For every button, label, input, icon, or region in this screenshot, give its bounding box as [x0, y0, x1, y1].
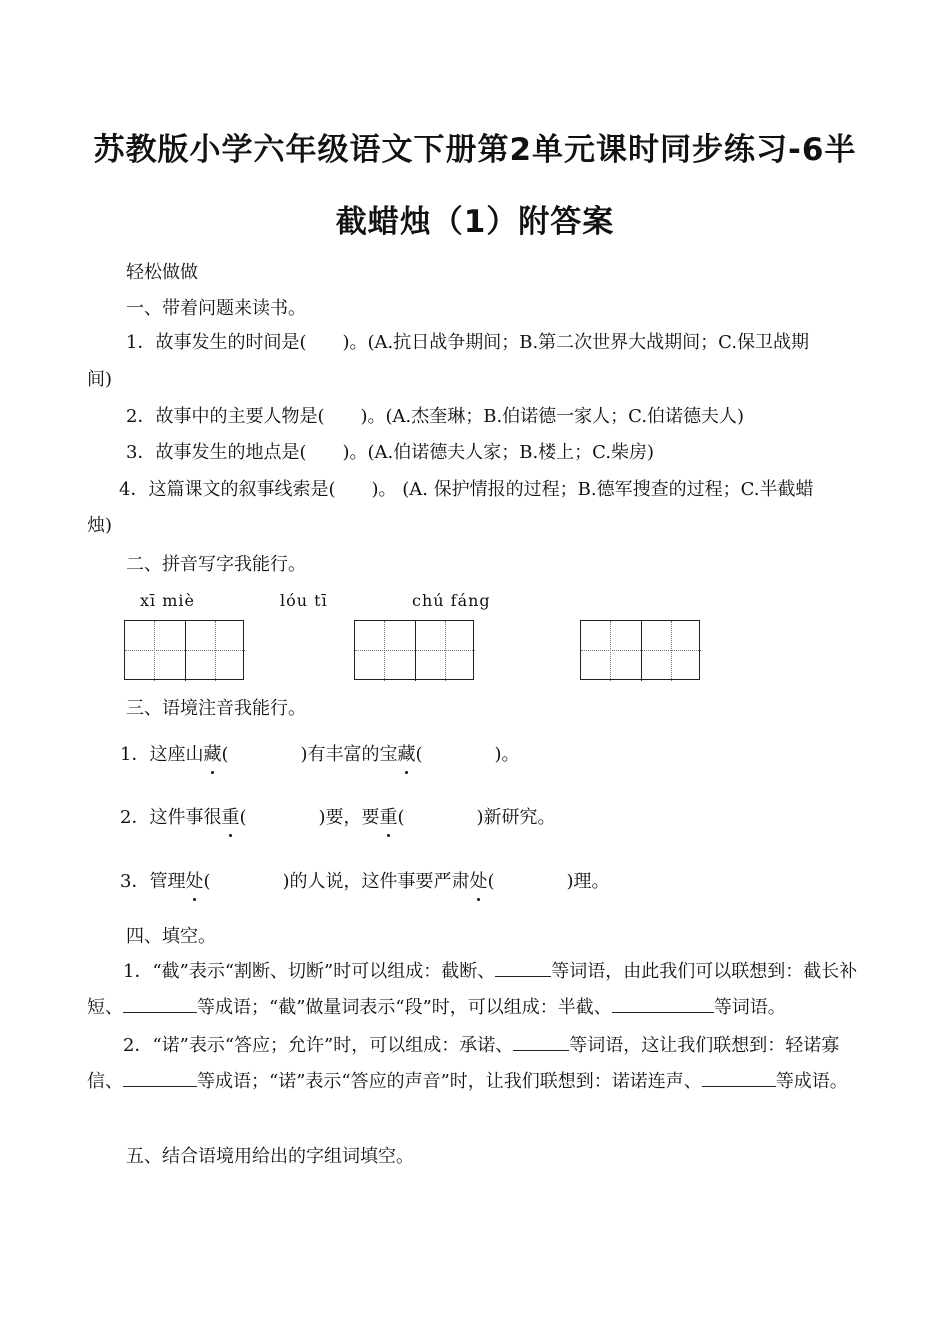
- q3-text-b: ( )的人说，这件事要严肃: [203, 871, 470, 892]
- section1-question-4-cont: 烛): [87, 515, 113, 536]
- s4q1-blank-1[interactable]: [495, 958, 551, 977]
- s4q2-text-c: 等成语；“诺”表示“答应的声音”时，让我们联想到：诺诺连声、: [197, 1071, 702, 1092]
- q2-text-c: ( )新研究。: [397, 807, 556, 828]
- grid-cell[interactable]: [125, 621, 185, 681]
- q2-dotted-char-2: 重: [379, 807, 398, 828]
- document-title-line1: 苏教版小学六年级语文下册第2单元课时同步练习-6半: [93, 132, 857, 168]
- q2-text-a: 2．这件事很: [120, 807, 222, 828]
- section1-question-1-cont: 间): [87, 369, 113, 390]
- s4q2-text-b: 等词语，这让我们联想到：轻诺寡信、: [87, 1035, 840, 1092]
- pinyin-3: chú fáng: [412, 591, 491, 610]
- s4q1-text-a: 1．“截”表示“割断、切断”时可以组成：截断、: [123, 961, 496, 982]
- q1-dotted-char-2: 藏: [397, 744, 416, 765]
- pinyin-1: xī miè: [140, 591, 195, 610]
- document-title-line2: 截蜡烛（1）附答案: [335, 204, 615, 240]
- q3-dotted-char-1: 处: [185, 871, 204, 892]
- section1-question-4: 4．这篇课文的叙事线索是( )。 (A. 保护情报的过程；B.德军搜查的过程；C.半截蜡: [119, 479, 814, 500]
- q1-dotted-char-1: 藏: [203, 744, 222, 765]
- q2-text-b: ( )要，要: [239, 807, 380, 828]
- section3-question-1: [120, 743, 520, 767]
- q3-text-c: ( )理。: [487, 871, 610, 892]
- s4q2-text-a: 2．“诺”表示“答应；允许”时，可以组成：承诺、: [123, 1035, 514, 1056]
- s4q1-text-d: 等词语。: [713, 997, 786, 1018]
- s4q2-blank-3[interactable]: [702, 1068, 776, 1087]
- section2-title: 二、拼音写字我能行。: [126, 554, 306, 575]
- q1-text-c: ( )。: [415, 744, 520, 765]
- grid-cell[interactable]: [641, 621, 701, 681]
- section1-question-2: 2．故事中的主要人物是( )。(A.杰奎琳；B.伯诺德一家人；C.伯诺德夫人): [126, 406, 745, 427]
- section4-title: 四、填空。: [126, 926, 216, 947]
- s4q1-text-c: 等成语；“截”做量词表示“段”时，可以组成：半截、: [197, 997, 612, 1018]
- section1-title: 一、带着问题来读书。: [126, 298, 306, 319]
- q1-text-a: 1．这座山: [120, 744, 204, 765]
- section4-question-1: [87, 954, 865, 1026]
- section3-question-2: [120, 806, 556, 830]
- pinyin-2: lóu tī: [280, 591, 328, 610]
- writing-grid-3[interactable]: [580, 620, 700, 680]
- q1-text-b: ( )有丰富的宝: [221, 744, 398, 765]
- section3-question-3: [120, 870, 610, 894]
- q3-text-a: 3．管理: [120, 871, 186, 892]
- writing-grid-2[interactable]: [354, 620, 474, 680]
- heading-easy: 轻松做做: [126, 262, 198, 283]
- section5-title: 五、结合语境用给出的字组词填空。: [126, 1146, 414, 1167]
- s4q1-blank-2[interactable]: [123, 994, 197, 1013]
- q2-dotted-char-1: 重: [221, 807, 240, 828]
- s4q1-blank-3[interactable]: [612, 994, 714, 1013]
- s4q2-blank-1[interactable]: [513, 1032, 569, 1051]
- q3-dotted-char-2: 处: [469, 871, 488, 892]
- grid-cell[interactable]: [415, 621, 475, 681]
- section1-question-3: 3．故事发生的地点是( )。(A.伯诺德夫人家；B.楼上；C.柴房): [126, 442, 655, 463]
- writing-grid-1[interactable]: [124, 620, 244, 680]
- grid-cell[interactable]: [355, 621, 415, 681]
- section3-title: 三、语境注音我能行。: [126, 698, 306, 719]
- s4q2-blank-2[interactable]: [123, 1068, 197, 1087]
- grid-cell[interactable]: [581, 621, 641, 681]
- grid-cell[interactable]: [185, 621, 245, 681]
- section1-question-1: 1．故事发生的时间是( )。(A.抗日战争期间；B.第二次世界大战期间；C.保卫战期: [126, 332, 810, 353]
- section4-question-2: [87, 1028, 865, 1100]
- s4q1-text-b: 等词语，由此我们可以联想到：截长补短、: [87, 961, 858, 1018]
- s4q2-text-d: 等成语。: [775, 1071, 848, 1092]
